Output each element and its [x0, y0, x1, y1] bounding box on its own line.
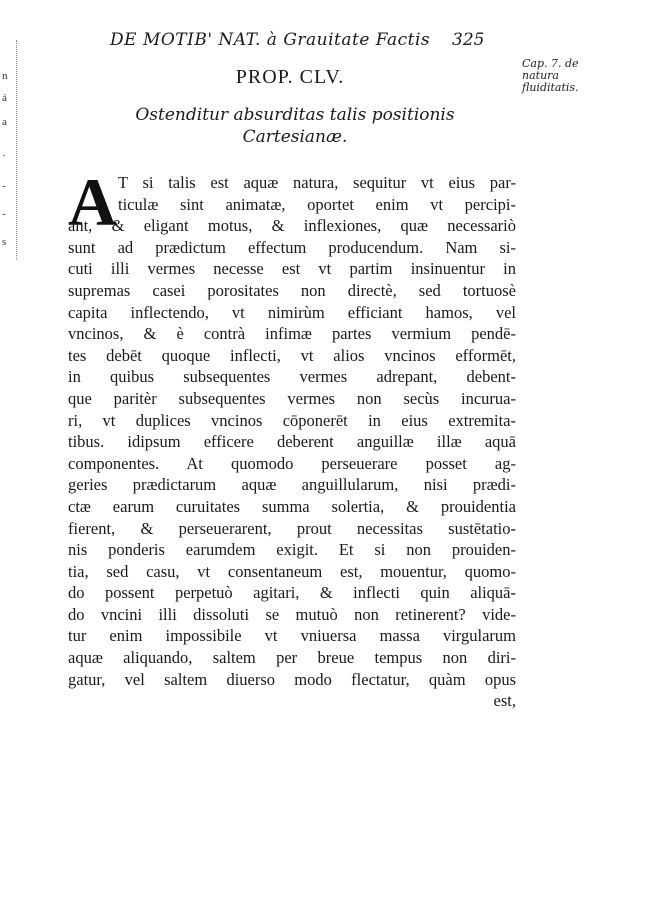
text-line: ant, & eligant motus, & inflexiones, quæ necessariò [68, 216, 516, 236]
page-number: 325 [452, 30, 485, 50]
text-line: sunt ad prædictum effectum producendum. Nam si- [68, 237, 516, 257]
catchword: est, [493, 691, 516, 711]
proposition-heading: PROP. CLV. [235, 66, 345, 88]
text-line: nis ponderis earumdem exigit. Et si non prouiden- [68, 540, 516, 560]
proposition-subtitle [0, 104, 590, 148]
drop-cap: A [68, 164, 118, 240]
running-head: DE MOTIB' NAT. à Grauitate Factis [110, 30, 431, 50]
text-line: ri, vt duplices vncinos cōponerēt in eius extremita- [68, 410, 516, 430]
edge-mark: - [2, 180, 6, 192]
text-line: tia, sed casu, vt consentaneum est, mouentur, quomo- [68, 561, 516, 581]
body-text [68, 164, 516, 712]
text-line: tibus. idipsum efficere deberent anguillæ illæ aquā [68, 432, 516, 452]
text-line: in quibus subsequentes vermes adrepant, debent- [68, 367, 516, 387]
edge-mark: s [2, 236, 7, 248]
subtitle-line: Cartesianæ. [242, 127, 348, 147]
edge-mark: · [2, 150, 6, 162]
text-line: T si talis est aquæ natura, sequitur vt eius par- [118, 173, 516, 192]
subtitle-line: Ostenditur absurditas talis positionis [135, 105, 455, 125]
text-line: do vncini illi dissoluti se mutuò non retinerent? vide- [68, 604, 516, 624]
text-line: cuti illi vermes necesse est vt partim insinuentur in [68, 259, 516, 279]
text-line: vncinos, & è contrà infimæ partes vermium pendē- [68, 324, 516, 344]
text-line: ticulæ sint animatæ, oportet enim vt percipi- [118, 194, 516, 214]
text-line: que paritèr subsequentes vermes non secùs incurua- [68, 388, 516, 408]
text-line: geries prædictarum aquæ anguillularum, nisi prædi- [68, 475, 516, 495]
text-line: gatur, vel saltem diuerso modo flectatur, quàm opus [68, 669, 516, 689]
text-line: do possent perpetuò agitari, & inflecti quin aliquā- [68, 583, 516, 603]
edge-mark: n [2, 70, 8, 82]
margin-note-line: natura fluiditatis. [522, 69, 579, 94]
text-line: componentes. At quomodo perseuerare posset ag- [68, 453, 516, 473]
edge-mark: - [2, 208, 6, 220]
text-line: aquæ aliquando, saltem per breue tempus non diri- [68, 648, 516, 668]
edge-mark: á [2, 92, 7, 104]
edge-mark: a [2, 116, 7, 128]
text-line: tes debēt quoque inflecti, vt alios vncinos efformēt, [68, 345, 516, 365]
text-line: supremas casei porositates non directè, sed tortuosè [68, 280, 516, 300]
text-line: capita inflectendo, vt nimirùm efficiant hamos, vel [68, 302, 516, 322]
text-line: fierent, & perseuerarent, prout necessitas sustētatio- [68, 518, 516, 538]
margin-note-line: Cap. 7. de [522, 57, 579, 70]
text-line: tur enim impossibile vt vniuersa massa virgularum [68, 626, 516, 646]
text-line: ctæ earum curuitates summa solertia, & prouidentia [68, 496, 516, 516]
